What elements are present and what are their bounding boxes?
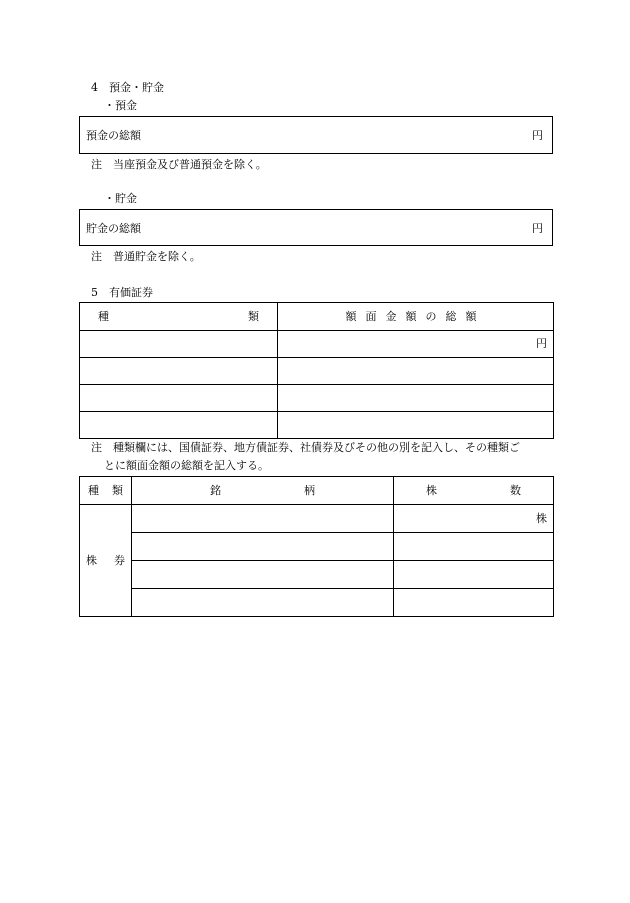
header-face-value-total: 額面金額の総額 <box>278 303 554 331</box>
table-row <box>80 385 554 412</box>
table-row <box>80 589 554 617</box>
shares-cell[interactable] <box>394 561 554 589</box>
header-shares <box>394 477 554 505</box>
type-cell[interactable] <box>80 385 278 412</box>
stocks-header-row <box>80 477 554 505</box>
savings-unit: 円 <box>532 222 543 235</box>
amount-cell[interactable] <box>278 412 554 439</box>
securities-table <box>79 302 554 439</box>
header-shares-right: 数 <box>510 483 521 497</box>
stock-certificate-label-cell <box>80 505 132 617</box>
header-brand-right: 柄 <box>304 483 315 497</box>
amount-cell[interactable] <box>278 331 554 358</box>
brand-cell[interactable] <box>132 533 394 561</box>
table-row <box>80 358 554 385</box>
table-row <box>80 533 554 561</box>
header-shares-left: 株 <box>426 483 437 497</box>
header-type-left: 種 <box>98 309 109 323</box>
table-row <box>80 561 554 589</box>
savings-total-label: 貯金の総額 <box>86 222 141 235</box>
header-type-right: 類 <box>248 309 259 323</box>
section-4-heading: 4 預金・貯金 <box>91 81 164 94</box>
deposit-total-label: 預金の総額 <box>86 129 141 142</box>
brand-cell[interactable] <box>132 561 394 589</box>
header-type <box>80 303 278 331</box>
shares-unit: 株 <box>536 511 547 525</box>
section-5-heading: 5 有価証券 <box>91 286 153 299</box>
header-kind <box>80 477 132 505</box>
deposit-note: 注 当座預金及び普通預金を除く。 <box>91 158 267 171</box>
amount-cell[interactable] <box>278 358 554 385</box>
table-row <box>80 505 554 533</box>
securities-note-line-2: とに額面金額の総額を記入する。 <box>104 459 269 472</box>
header-kind-left: 種 <box>88 483 99 497</box>
brand-cell[interactable] <box>132 589 394 617</box>
header-brand <box>132 477 394 505</box>
amount-unit: 円 <box>536 337 547 350</box>
amount-cell[interactable] <box>278 385 554 412</box>
securities-header-row <box>80 303 554 331</box>
deposit-bullet: ・預金 <box>104 99 137 112</box>
stock-label-right: 券 <box>114 553 125 567</box>
table-row <box>80 331 554 358</box>
savings-bullet: ・貯金 <box>104 192 137 205</box>
table-row <box>80 412 554 439</box>
type-cell[interactable] <box>80 412 278 439</box>
shares-cell[interactable] <box>394 589 554 617</box>
type-cell[interactable] <box>80 358 278 385</box>
brand-cell[interactable] <box>132 505 394 533</box>
savings-note: 注 普通貯金を除く。 <box>91 250 201 263</box>
shares-cell[interactable] <box>394 505 554 533</box>
shares-cell[interactable] <box>394 533 554 561</box>
securities-note-line-1: 注 種類欄には、国債証券、地方債証券、社債券及びその他の別を記入し、その種類ご <box>91 441 520 454</box>
stock-label-left: 株 <box>86 553 97 567</box>
savings-total-box <box>79 209 553 246</box>
deposit-total-box <box>79 116 553 154</box>
header-kind-right: 類 <box>112 483 123 497</box>
deposit-unit: 円 <box>532 129 543 142</box>
stocks-table <box>79 476 554 617</box>
type-cell[interactable] <box>80 331 278 358</box>
header-brand-left: 銘 <box>210 483 221 497</box>
